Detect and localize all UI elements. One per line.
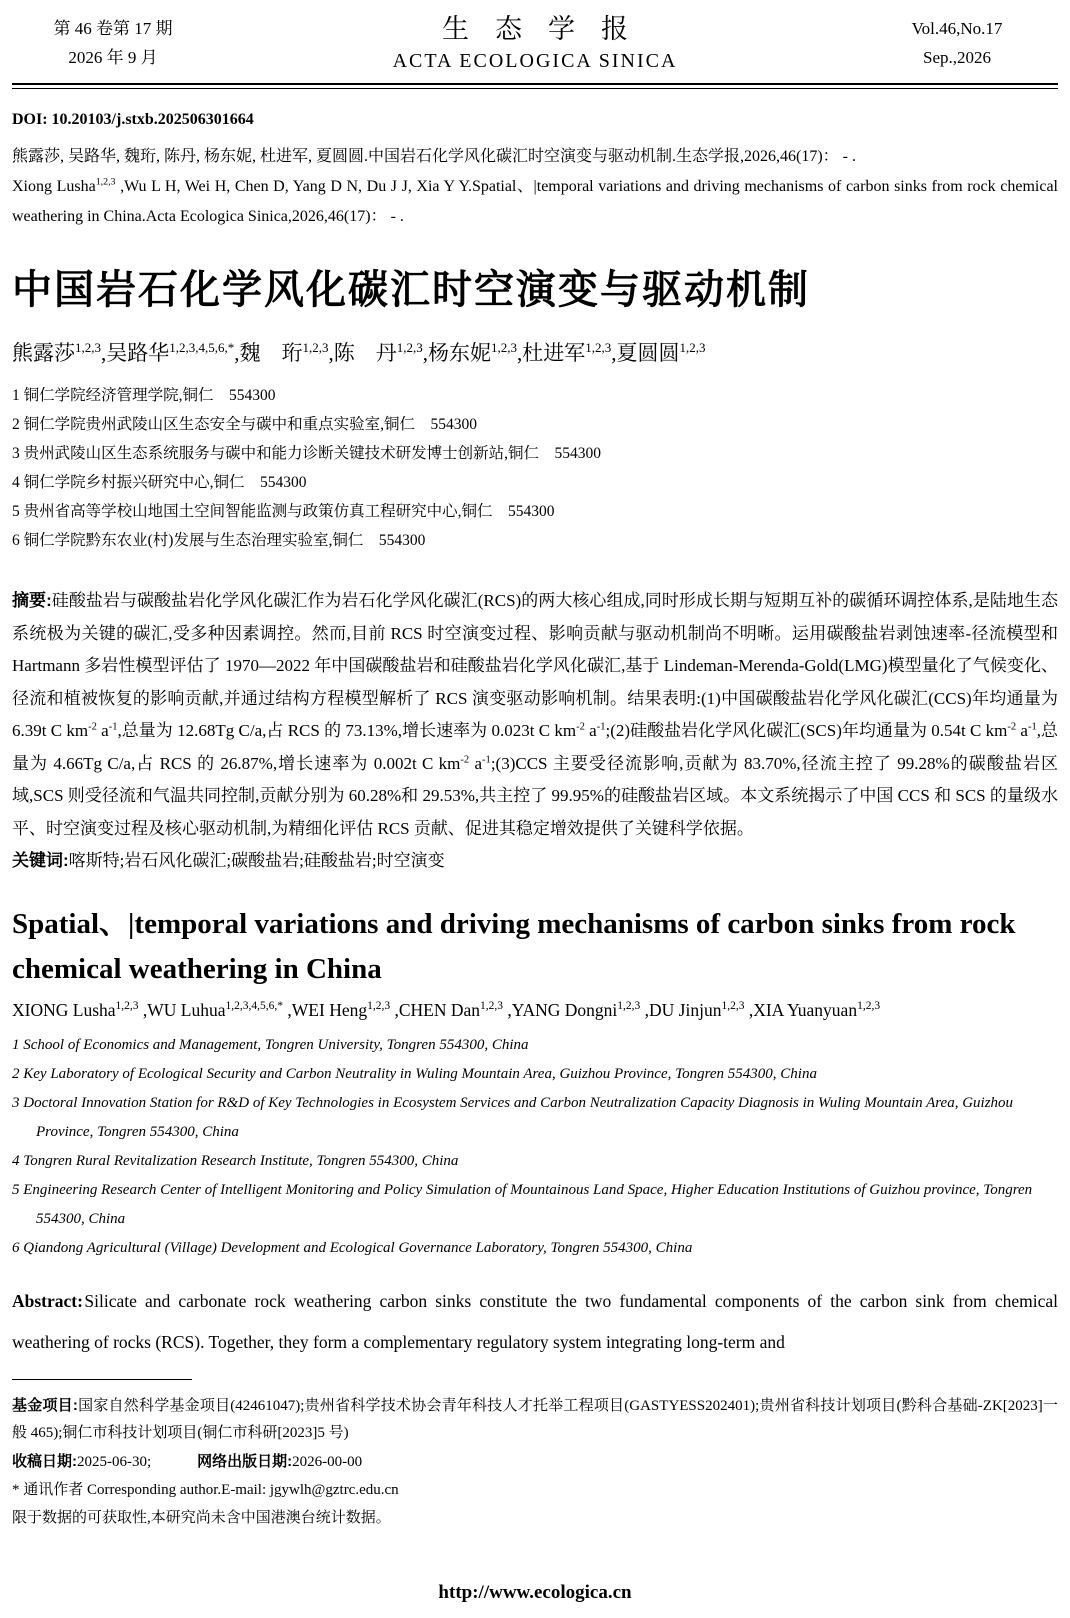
keywords-label-cn: 关键词: — [12, 851, 69, 870]
abstract-label-en: Abstract: — [12, 1290, 83, 1311]
citation-english: Xiong Lusha$^{1,2,3}$ ,Wu L H, Wei H, Chen D, Yang D N, Du J J, Xia Y Y.Spatial、|temporal variations and driving mechanisms of carbon sinks from rock chemical weathering in China.Acta Ecologica Sinica,2026,46(17)： - . — [12, 176, 1058, 225]
journal-title-en: ACTA ECOLOGICA SINICA — [392, 50, 678, 72]
funding-label: 基金项目: — [12, 1396, 78, 1414]
keywords-cn — [12, 845, 1058, 878]
masthead-divider — [12, 83, 1058, 89]
list-item: 6 Qiandong Agricultural (Village) Development and Ecological Governance Laboratory, Tongren 554300, China — [12, 1239, 693, 1256]
issue-date-cn: 2026 年 9 月 — [68, 48, 158, 67]
abstract-text-en: Silicate and carbonate rock weathering carbon sinks constitute the two fundamental components of the carbon sink from chemical weathering of rocks (RCS). Together, they form a complementary regulatory system integrating long-term and — [12, 1290, 1058, 1352]
abstract-text-cn: 硅酸盐岩与碳酸盐岩化学风化碳汇作为岩石化学风化碳汇(RCS)的两大核心组成,同时形成长期与短期互补的碳循环调控体系,是陆地生态系统极为关键的碳汇,受多种因素调控。然而,目前 RCS 时空演变过程、影响贡献与驱动机制尚不明晰。运用碳酸盐岩剥蚀速率-径流模型和 Hartmann 多岩性模型评估了 1970—2022 年中国碳酸盐岩和硅酸盐岩化学风化碳汇,基于 Lindeman-Merenda-Gold(LMG)模型量化了气候变化、径流和植被恢复的影响贡献,并通过结构方程模型解析了 RCS 演变驱动影响机制。结果表明:(1)中国碳酸盐岩化学风化碳汇(CCS)年均通量为 6.39t C $km^{-2}$ $a^{-1}$,总量为 12.68Tg C/a,占 RCS 的 73.13%,增长速率为 0.023t C $km^{-2}$ $a^{-1};(2)$硅酸盐岩化学风化碳汇(SCS)年均通量为 0.54t C $km^{-2}$ $a^{-1}$,总量为 4.66Tg C/a,占 RCS 的 26.87%,增长速率为 0.002t C $km^{-2}$ $a^{-1};(3)CCS$ 主要受径流影响,贡献为 83.70%,径流主控了 99.28%的碳酸盐岩区域,SCS 则受径流和气温共同控制,贡献分别为 60.28%和 29.53%,共主控了 99.95%的硅酸盐岩区域。本文系统揭示了中国 CCS 和 SCS 的量级水平、时空演变过程及核心驱动机制,为精细化评估 RCS 贡献、促进其稳定增效提供了关键科学依据。 — [12, 591, 1059, 838]
authors-cn: 熊露莎$^{1,2,3}$,吴路华$^{1,2,3,4,5,6,*}$,魏 珩$^{1,2,3}$,陈 丹$^{1,2,3}$,杨东妮$^{1,2,3}$,杜进军$^{1,2,3}$,夏圆圆$^{1,2,3}$ — [12, 340, 706, 365]
corresponding-author-line: * 通讯作者 Corresponding author.E-mail: jgywlh@gztrc.edu.cn — [12, 1481, 399, 1498]
list-item: 1 School of Economics and Management, Tongren University, Tongren 554300, China — [12, 1036, 529, 1053]
online-date: 2026-00-00 — [292, 1453, 363, 1470]
footnote-divider — [12, 1379, 192, 1380]
abstract-cn — [12, 585, 1058, 845]
received-date: 2025-06-30; — [77, 1453, 152, 1470]
abstract-label-cn: 摘要: — [12, 591, 52, 610]
funding-line — [12, 1392, 1058, 1448]
abstract-en — [12, 1281, 1058, 1363]
list-item: 4 Tongren Rural Revitalization Research Institute, Tongren 554300, China — [12, 1152, 459, 1169]
volume-info — [862, 14, 1052, 72]
list-item: 4 铜仁学院乡村振兴研究中心,铜仁 554300 — [12, 474, 307, 491]
journal-masthead — [12, 10, 1058, 76]
list-item: 3 Doctoral Innovation Station for R&D of Key Technologies in Ecosystem Services and Carbon Neutralization Capacity Diagnosis in Wuling Mountain Area, Guizhou Province, Tongren 554300, China — [12, 1094, 1014, 1140]
article-title-cn: 中国岩石化学风化碳汇时空演变与驱动机制 — [12, 268, 810, 312]
list-item: 5 Engineering Research Center of Intelligent Monitoring and Policy Simulation of Mountainous Land Space, Higher Education Institutions of Guizhou province, Tongren 554300, China — [12, 1181, 1033, 1227]
dates-line — [12, 1448, 1058, 1476]
journal-website-url: http://www.ecologica.cn — [438, 1582, 632, 1603]
data-availability-note: 限于数据的可获取性,本研究尚未含中国港澳台统计数据。 — [12, 1509, 391, 1526]
doi-line: DOI: 10.20103/j.stxb.202506301664 — [12, 111, 254, 128]
list-item: 6 铜仁学院黔东农业(村)发展与生态治理实验室,铜仁 554300 — [12, 532, 426, 549]
received-label: 收稿日期: — [12, 1452, 77, 1470]
list-item: 2 铜仁学院贵州武陵山区生态安全与碳中和重点实验室,铜仁 554300 — [12, 416, 478, 433]
volume-number: Vol.46,No.17 — [911, 19, 1003, 38]
affiliations-en — [12, 1031, 1058, 1263]
keywords-text-cn: 喀斯特;岩石风化碳汇;碳酸盐岩;硅酸盐岩;时空演变 — [68, 851, 445, 870]
list-item: 2 Key Laboratory of Ecological Security and Carbon Neutrality in Wuling Mountain Area, Guizhou Province, Tongren 554300, China — [12, 1065, 817, 1082]
journal-title-cn: 生态学报 — [442, 14, 654, 44]
affiliations-cn — [12, 381, 1058, 555]
list-item: 5 贵州省高等学校山地国土空间智能监测与政策仿真工程研究中心,铜仁 554300 — [12, 503, 555, 520]
list-item: 3 贵州武陵山区生态系统服务与碳中和能力诊断关键技术研发博士创新站,铜仁 554300 — [12, 445, 602, 462]
article-title-en: Spatial、|temporal variations and driving mechanisms of carbon sinks from rock chemical weathering in China — [12, 907, 1016, 985]
authors-en: XIONG Lusha$^{1,2,3}$ ,WU Luhua$^{1,2,3,4,5,6,*}$ ,WEI Heng$^{1,2,3}$ ,CHEN Dan$^{1,2,3}$ ,YANG Dongni$^{1,2,3}$ ,DU Jinjun$^{1,2,3}$ ,XIA Yuanyuan$^{1,2,3}$ — [12, 999, 881, 1020]
issue-info — [18, 14, 208, 72]
footnote-block — [12, 1392, 1058, 1532]
online-label: 网络出版日期: — [197, 1452, 293, 1470]
issue-number: 第 46 卷第 17 期 — [53, 19, 173, 38]
journal-title-block — [208, 14, 862, 76]
issue-date-en: Sep.,2026 — [923, 48, 991, 67]
list-item: 1 铜仁学院经济管理学院,铜仁 554300 — [12, 387, 276, 404]
citation-chinese: 熊露莎, 吴路华, 魏珩, 陈丹, 杨东妮, 杜进军, 夏圆圆.中国岩石化学风化碳汇时空演变与驱动机制.生态学报,2026,46(17)： - . — [12, 148, 856, 165]
funding-text: 国家自然科学基金项目(42461047);贵州省科学技术协会青年科技人才托举工程项目(GASTYESS202401);贵州省科技计划项目(黔科合基础-ZK[2023]一般 465);铜仁市科技计划项目(铜仁市科研[2023]5 号) — [12, 1397, 1058, 1441]
